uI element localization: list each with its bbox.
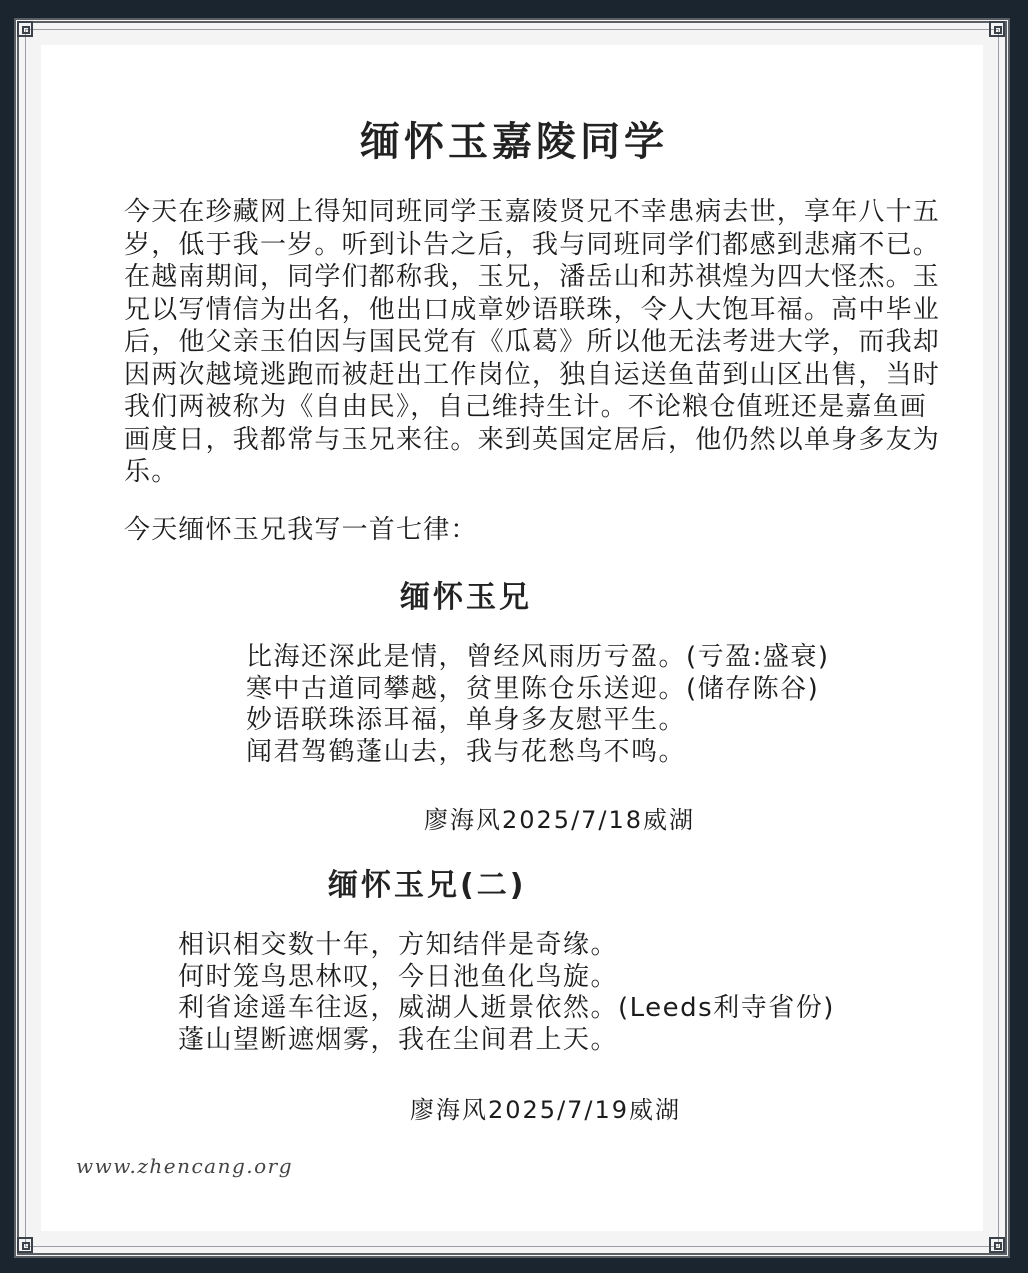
poem-line: 蓬山望断遮烟雾，我在尘间君上天。 <box>178 1024 619 1055</box>
corner-ornament <box>17 21 35 39</box>
poem-intro: 今天缅怀玉兄我写一首七律： <box>124 515 478 545</box>
body-paragraph: 今天在珍藏网上得知同班同学玉嘉陵贤兄不幸患病去世，享年八十五岁，低于我一岁。听到讣告之后，我与同班同学们都感到悲痛不已。在越南期间，同学们都称我，玉兄，潘岳山和苏祺煌为四大怪杰。玉兄以写情信为出名，他出口成章妙语联珠，令人大饱耳福。高中毕业后，他父亲玉伯因与国民党有《瓜葛》所以他无法考进大学，而我却因两次越境逃跑而被赶出工作岗位，独自运送鱼苗到山区出售，当时我们两被称为《自由民》，自己维持生计。不论粮仓值班还是嘉鱼画画度日，我都常与玉兄来往。来到英国定居后，他仍然以单身多友为乐。 <box>124 197 941 487</box>
corner-ornament <box>989 1237 1007 1255</box>
poem-line: 寒中古道同攀越，贫里陈仓乐送迎。(储存陈谷) <box>246 673 820 704</box>
corner-ornament <box>989 21 1007 39</box>
poem-verse <box>178 930 835 1056</box>
poem-title: 缅怀玉兄 <box>400 580 532 615</box>
poem-line: 比海还深此是情，曾经风雨历亏盈。(亏盈:盛衰) <box>246 642 830 672</box>
poem-title: 缅怀玉兄(二) <box>328 868 527 903</box>
page-title: 缅怀玉嘉陵同学 <box>360 119 668 165</box>
poem-verse <box>246 642 830 768</box>
poem-line: 闻君驾鹤蓬山去，我与花愁鸟不鸣。 <box>246 736 687 767</box>
poem-line: 妙语联珠添耳福，单身多友慰平生。 <box>246 705 687 735</box>
poem-signature: 廖海风2025/7/19威湖 <box>410 1096 682 1124</box>
poem-line: 利省途遥车往返，威湖人逝景依然。(Leeds利寺省份) <box>178 993 835 1023</box>
site-watermark: www.zhencang.org <box>76 1154 294 1178</box>
poem-line: 何时笼鸟思林叹，今日池鱼化鸟旋。 <box>178 961 619 992</box>
poem-signature: 廖海风2025/7/18威湖 <box>424 806 696 834</box>
poem-line: 相识相交数十年，方知结伴是奇缘。 <box>178 930 619 960</box>
corner-ornament <box>17 1237 35 1255</box>
